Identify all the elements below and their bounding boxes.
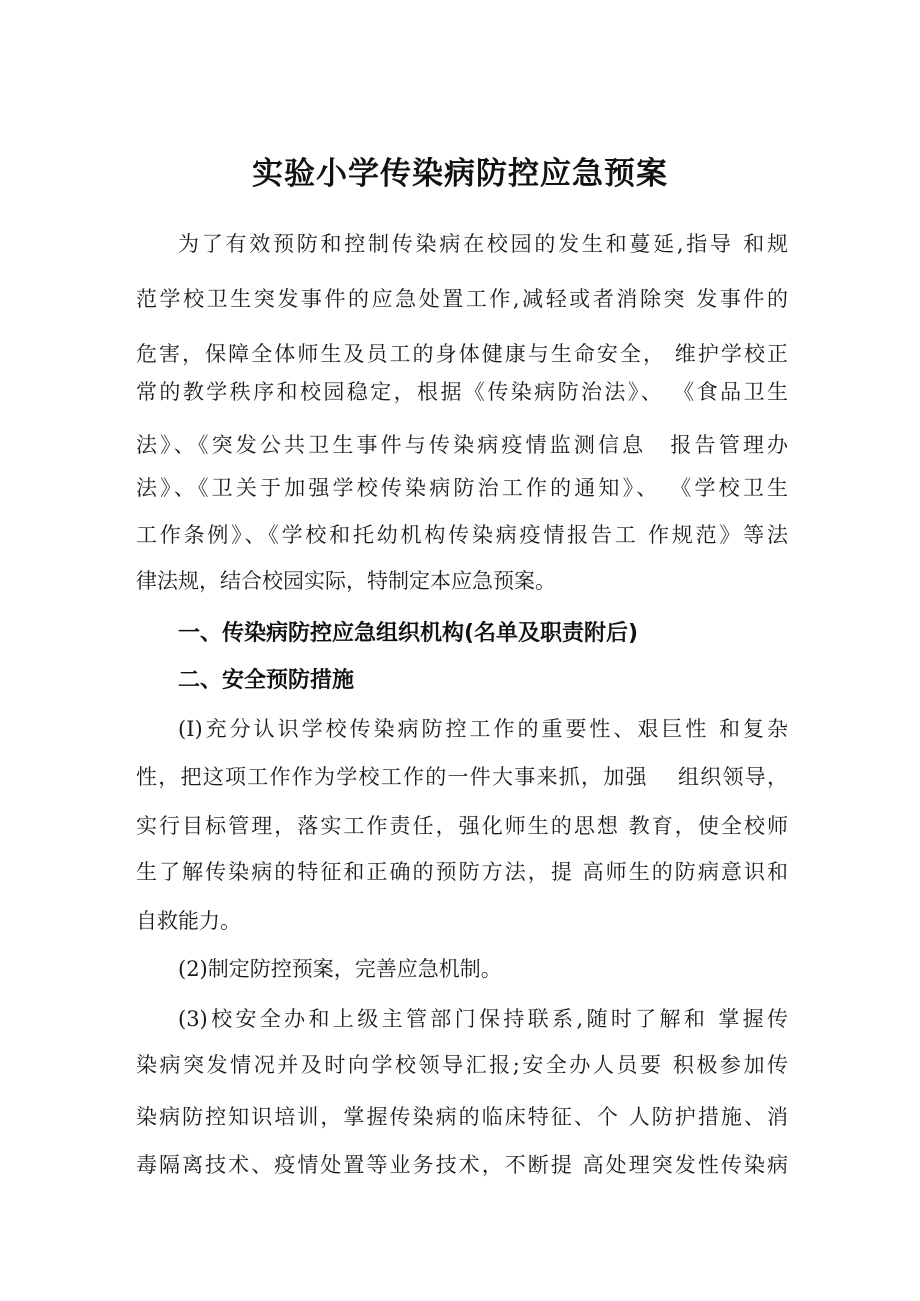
intro-line: 法》、《卫关于加强学校传染病防治工作的通知》、 《学校卫生 [136,476,788,500]
item-2-line: (2)制定防控预案，完善应急机制。 [178,957,502,981]
intro-line: 工作条例》、《学校和托幼机构传染病疫情报告工 作规范》等法 [136,523,788,547]
item-1-line: 性，把这项工作作为学校工作的一件大事来抓，加强 组织领导， [136,765,788,789]
item-1-line: 生了解传染病的特征和正确的预防方法，提 高师生的防病意识和 [136,860,788,884]
item-1-line: (I)充分认识学校传染病防控工作的重要性、艰巨性 和复杂 [178,717,788,741]
intro-line: 为了有效预防和控制传染病在校园的发生和蔓延,指导 和规 [178,232,788,256]
item-3-line: (3)校安全办和上级主管部门保持联系,随时了解和 掌握传 [178,1007,788,1031]
document-title: 实验小学传染病防控应急预案 [252,156,668,192]
section-heading-prevention: 二、安全预防措施 [178,668,355,693]
intro-line: 常的教学秩序和校园稳定，根据《传染病防治法》、 《食品卫生 [136,380,788,404]
intro-line: 法》、《突发公共卫生事件与传染病疫情监测信息 报告管理办 [136,433,788,457]
intro-line: 范学校卫生突发事件的应急处置工作,减轻或者消除突 发事件的 [136,287,788,311]
section-heading-organization: 一、传染病防控应急组织机构(名单及职责附后) [178,621,639,646]
item-3-line: 染病防控知识培训，掌握传染病的临床特征、个 人防护措施、消 [136,1105,788,1129]
intro-line: 危害，保障全体师生及员工的身体健康与生命安全， 维护学校正 [136,342,788,366]
item-1-line: 实行目标管理，落实工作责任，强化师生的思想 教育，使全校师 [136,814,788,838]
item-3-line: 毒隔离技术、疫情处置等业务技术，不断提 高处理突发性传染病 [136,1153,788,1177]
item-3-line: 染病突发情况并及时向学校领导汇报;安全办人员要 积极参加传 [136,1053,788,1077]
intro-line: 律法规，结合校园实际，特制定本应急预案。 [136,569,556,593]
item-1-line: 自救能力。 [136,909,241,933]
